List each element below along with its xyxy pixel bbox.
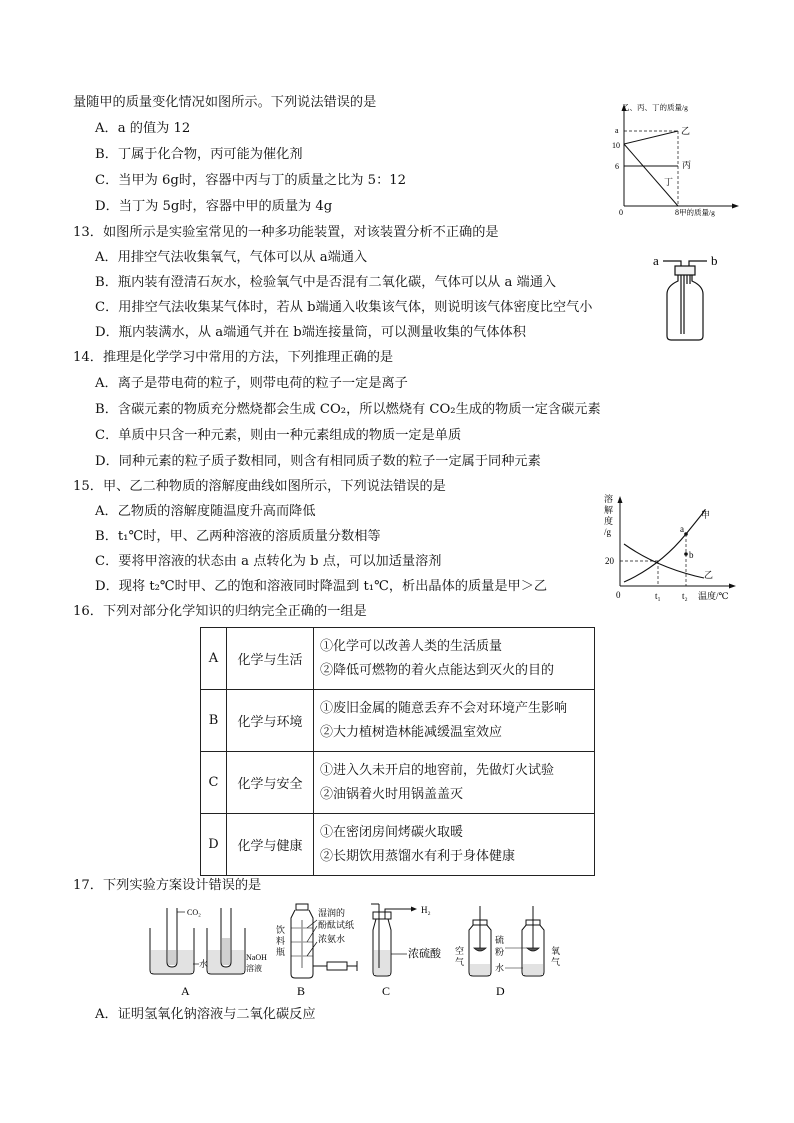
row-item: ②油锅着火时用锅盖盖灭 (320, 786, 464, 802)
q13-option-a: A．用排空气法收集氧气，气体可以从 a端通入 (95, 250, 368, 265)
q15-ylabel-part: 解 (604, 505, 614, 515)
q16-table (200, 627, 595, 876)
fig-b-paper-1: 湿润的 (318, 908, 346, 918)
q12-ytick-6: 6 (615, 162, 619, 171)
row-key: C (201, 752, 227, 814)
q15-ylabel-part: 溶 (604, 494, 614, 504)
q14-option-b: B．含碳元素的物质充分燃烧都会生成 CO₂，所以燃烧有 CO₂生成的物质一定含碳元素 (95, 402, 601, 417)
q15-label-b: b (689, 550, 694, 560)
q15-ylabel-part: /g (604, 527, 612, 537)
q15-xtick-t1: t₁ (655, 591, 661, 601)
fig-d-water: 水 (495, 963, 505, 973)
q17-option-a: A．证明氢氧化钠溶液与二氧化碳反应 (95, 1007, 316, 1022)
q12-option-a: A．a 的值为 12 (95, 121, 191, 136)
q12-label-yi: 乙 (681, 126, 691, 136)
q12-option-d: D．当丁为 5g时，容器中甲的质量为 4g (95, 199, 333, 214)
q12-label-bing: 丙 (682, 160, 692, 170)
q17-apparatus-figure (145, 898, 605, 1002)
fig-b-ammonia: 浓氨水 (318, 934, 346, 944)
row-item: ②降低可燃物的着火点能达到灭火的目的 (320, 662, 555, 678)
q12-stem: 量随甲的质量变化情况如图所示。下列说法错误的是 (73, 95, 377, 110)
q15-point-a (684, 532, 688, 536)
fig-b-bottle-1: 饮 (276, 925, 286, 935)
q12-xtick-8: 8 (675, 208, 679, 217)
q14-stem: 14．推理是化学学习中常用的方法，下列推理正确的是 (73, 350, 394, 365)
q15-label-a: a (680, 524, 684, 534)
q13-label-a: a (653, 253, 659, 268)
row-key: A (201, 628, 227, 690)
q16-stem: 16．下列对部分化学知识的归纳完全正确的一组是 (73, 604, 367, 619)
row-item: ①废旧金属的随意丢弃不会对环境产生影响 (320, 700, 568, 716)
q15-option-c: C．要将甲溶液的状态由 a 点转化为 b 点，可以加适量溶剂 (95, 554, 442, 569)
fig-label-d: D (496, 984, 505, 998)
fig-a-solution: 溶液 (246, 964, 262, 973)
row-item: ②大力植树造林能减缓温室效应 (320, 724, 503, 740)
q14-option-a: A．离子是带电荷的粒子，则带电荷的粒子一定是离子 (95, 376, 408, 391)
fig-label-c: C (382, 984, 391, 998)
q12-line-yi (624, 131, 678, 144)
q15-ylabel-part: 度 (604, 516, 614, 526)
row-item: ①进入久未开启的地窖前，先做灯火试验 (320, 762, 555, 778)
q12-option-c: C．当甲为 6g时，容器中丙与丁的质量之比为 5：12 (95, 173, 407, 188)
fig-c-h2: H₂ (421, 905, 431, 915)
q14-option-c: C．单质中只含一种元素，则由一种元素组成的物质一定是单质 (95, 428, 462, 443)
row-category: 化学与安全 (227, 752, 314, 814)
q15-curve-jia (624, 510, 705, 582)
q15-xtick-t2: t₂ (682, 591, 688, 601)
q13-gas-bottle (645, 248, 725, 343)
fig-d-oxygen-1: 氧 (551, 946, 561, 956)
fig-label-b: B (297, 984, 306, 998)
q13-label-b: b (711, 253, 718, 268)
fig-label-a: A (181, 984, 190, 998)
row-category: 化学与环境 (227, 690, 314, 752)
table-row (201, 690, 595, 752)
q15-option-d: D．现将 t₂℃时甲、乙的饱和溶液同时降温到 t₁℃，析出晶体的质量是甲＞乙 (95, 579, 548, 594)
q12-xtick-0: 0 (619, 208, 623, 217)
table-row (201, 628, 595, 690)
q13-option-d: D．瓶内装满水，从 a端通气并在 b端连接量筒，可以测量收集的气体体积 (95, 325, 526, 340)
q13-option-c: C．用排空气法收集某气体时，若从 b端通入收集该气体，则说明该气体密度比空气小 (95, 300, 593, 315)
fig-b-apparatus (276, 904, 357, 978)
fig-d-oxygen-2: 气 (551, 957, 561, 967)
fig-d-air-1: 空 (455, 946, 465, 956)
q13-stem: 13．如图所示是实验室常见的一种多功能装置，对该装置分析不正确的是 (73, 225, 499, 240)
row-category: 化学与生活 (227, 628, 314, 690)
q12-label-ding: 丁 (664, 177, 674, 187)
fig-b-bottle-3: 瓶 (276, 947, 286, 957)
fig-d-apparatus (455, 906, 560, 976)
q12-ytick-a: a (615, 126, 619, 135)
q15-solubility-graph (600, 492, 740, 604)
fig-b-bottle-2: 料 (276, 936, 286, 946)
row-category: 化学与健康 (227, 814, 314, 876)
fig-c-apparatus (371, 904, 442, 976)
q15-point-b (684, 552, 688, 556)
q12-graph-ylabel: 乙、丙、丁的质量/g (622, 103, 688, 112)
fig-c-acid: 浓硫酸 (408, 948, 441, 960)
row-key: D (201, 814, 227, 876)
q15-graph-ylabel (604, 493, 613, 537)
q15-ytick-20: 20 (605, 556, 614, 566)
q15-stem: 15．甲、乙二种物质的溶解度曲线如图所示，下列说法错误的是 (73, 479, 446, 494)
fig-a-water: 水 (199, 959, 209, 969)
q14-option-d: D．同种元素的粒子质子数相同，则含有相同质子数的粒子一定属于同种元素 (95, 454, 541, 469)
q12-mass-graph (612, 98, 742, 222)
q15-option-a: A．乙物质的溶解度随温度升高而降低 (95, 504, 316, 519)
fig-d-sulfur-2: 粉 (495, 947, 505, 957)
q12-ytick-10: 10 (612, 141, 620, 150)
fig-a-naoh: NaOH (246, 953, 267, 962)
q12-graph-xlabel: 甲的质量/g (679, 208, 715, 217)
q15-option-b: B．t₁℃时，甲、乙两种溶液的溶质质量分数相等 (95, 529, 381, 544)
table-row (201, 752, 595, 814)
q17-stem: 17．下列实验方案设计错误的是 (73, 878, 262, 893)
q15-label-yi: 乙 (704, 570, 714, 580)
fig-d-sulfur-1: 硫 (495, 935, 505, 945)
fig-d-air-2: 气 (455, 957, 465, 967)
table-row (201, 814, 595, 876)
q12-option-b: B．丁属于化合物，丙可能为催化剂 (95, 147, 303, 162)
q15-label-jia: 甲 (701, 510, 711, 520)
q13-option-b: B．瓶内装有澄清石灰水，检验氧气中是否混有二氧化碳，气体可以从 a 端通入 (95, 275, 557, 290)
q12-line-ding (624, 144, 678, 206)
fig-a-apparatus (150, 908, 267, 974)
q15-graph-xlabel: 温度/℃ (698, 591, 729, 601)
fig-b-paper-2: 酚酞试纸 (318, 920, 355, 930)
fig-a-co2: CO₂ (187, 908, 201, 917)
row-item: ①化学可以改善人类的生活质量 (320, 638, 503, 654)
row-key: B (201, 690, 227, 752)
row-item: ①在密闭房间烤碳火取暖 (320, 824, 464, 840)
row-item: ②长期饮用蒸馏水有利于身体健康 (320, 848, 516, 864)
q15-xtick-0: 0 (616, 590, 621, 600)
